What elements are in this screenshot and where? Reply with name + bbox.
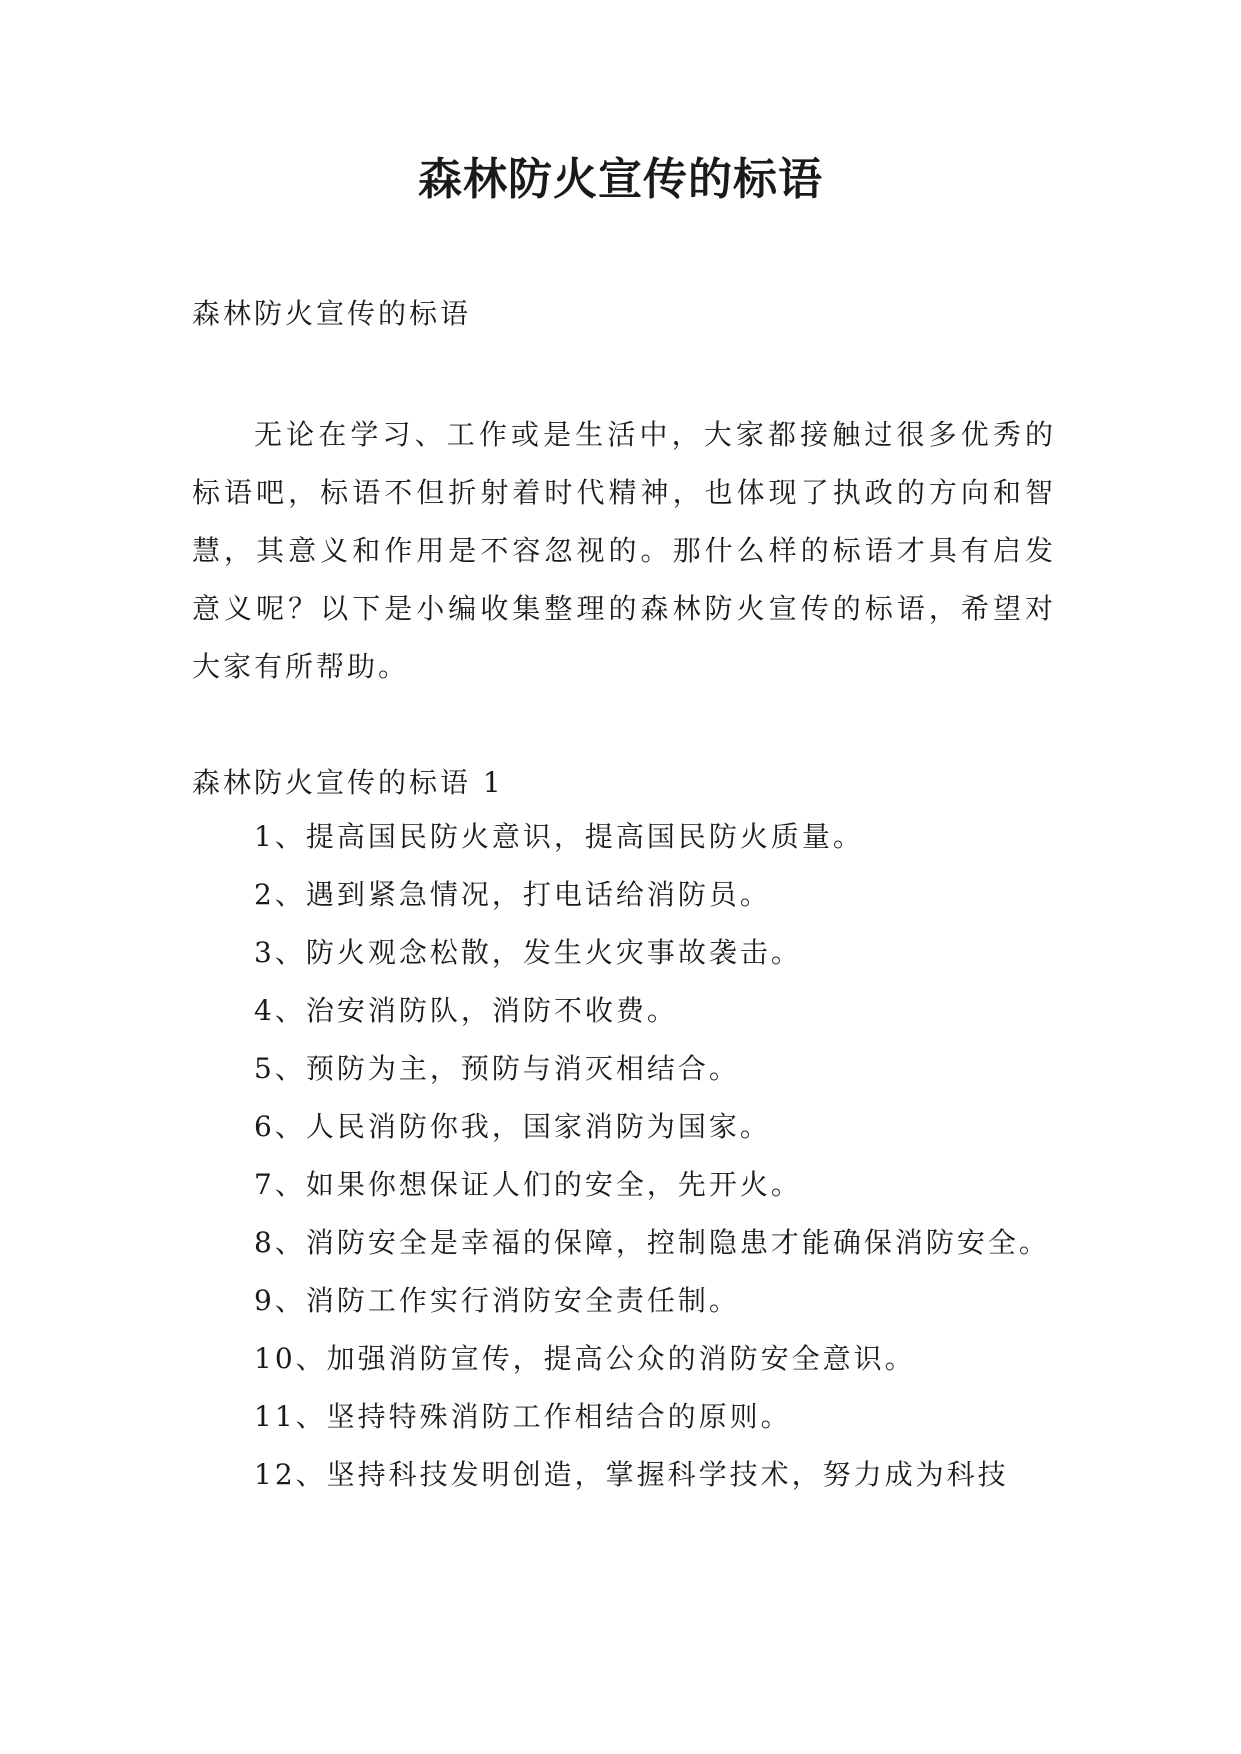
document-subtitle: 森林防火宣传的标语 <box>192 297 472 330</box>
section-heading: 森林防火宣传的标语 1 <box>192 766 504 799</box>
slogan-item: 10、加强消防宣传，提高公众的消防安全意识。 <box>254 1342 916 1375</box>
slogan-item: 11、坚持特殊消防工作相结合的原则。 <box>254 1400 792 1433</box>
slogan-item: 4、治安消防队，消防不收费。 <box>254 994 678 1027</box>
slogan-item: 1、提高国民防火意识，提高国民防火质量。 <box>254 820 864 853</box>
slogan-item: 12、坚持科技发明创造，掌握科学技术，努力成为科技 <box>254 1458 1009 1491</box>
slogan-item: 3、防火观念松散，发生火灾事故袭击。 <box>254 936 802 969</box>
slogan-item: 8、消防安全是幸福的保障，控制隐患才能确保消防安全。 <box>254 1226 1050 1259</box>
document-title: 森林防火宣传的标语 <box>418 154 823 205</box>
slogan-item: 2、遇到紧急情况，打电话给消防员。 <box>254 878 771 911</box>
slogan-item: 6、人民消防你我，国家消防为国家。 <box>254 1110 771 1143</box>
intro-paragraph: 无论在学习、工作或是生活中，大家都接触过很多优秀的标语吧，标语不但折射着时代精神，也体现了执政的方向和智慧，其意义和作用是不容忽视的。那什么样的标语才具有启发意义呢？以下是小编收集整理的森林防火宣传的标语，希望对大家有所帮助。 <box>192 418 1056 683</box>
slogan-list <box>192 808 1056 1504</box>
slogan-item: 7、如果你想保证人们的安全，先开火。 <box>254 1168 802 1201</box>
slogan-item: 5、预防为主，预防与消灭相结合。 <box>254 1052 740 1085</box>
slogan-item: 9、消防工作实行消防安全责任制。 <box>254 1284 740 1317</box>
